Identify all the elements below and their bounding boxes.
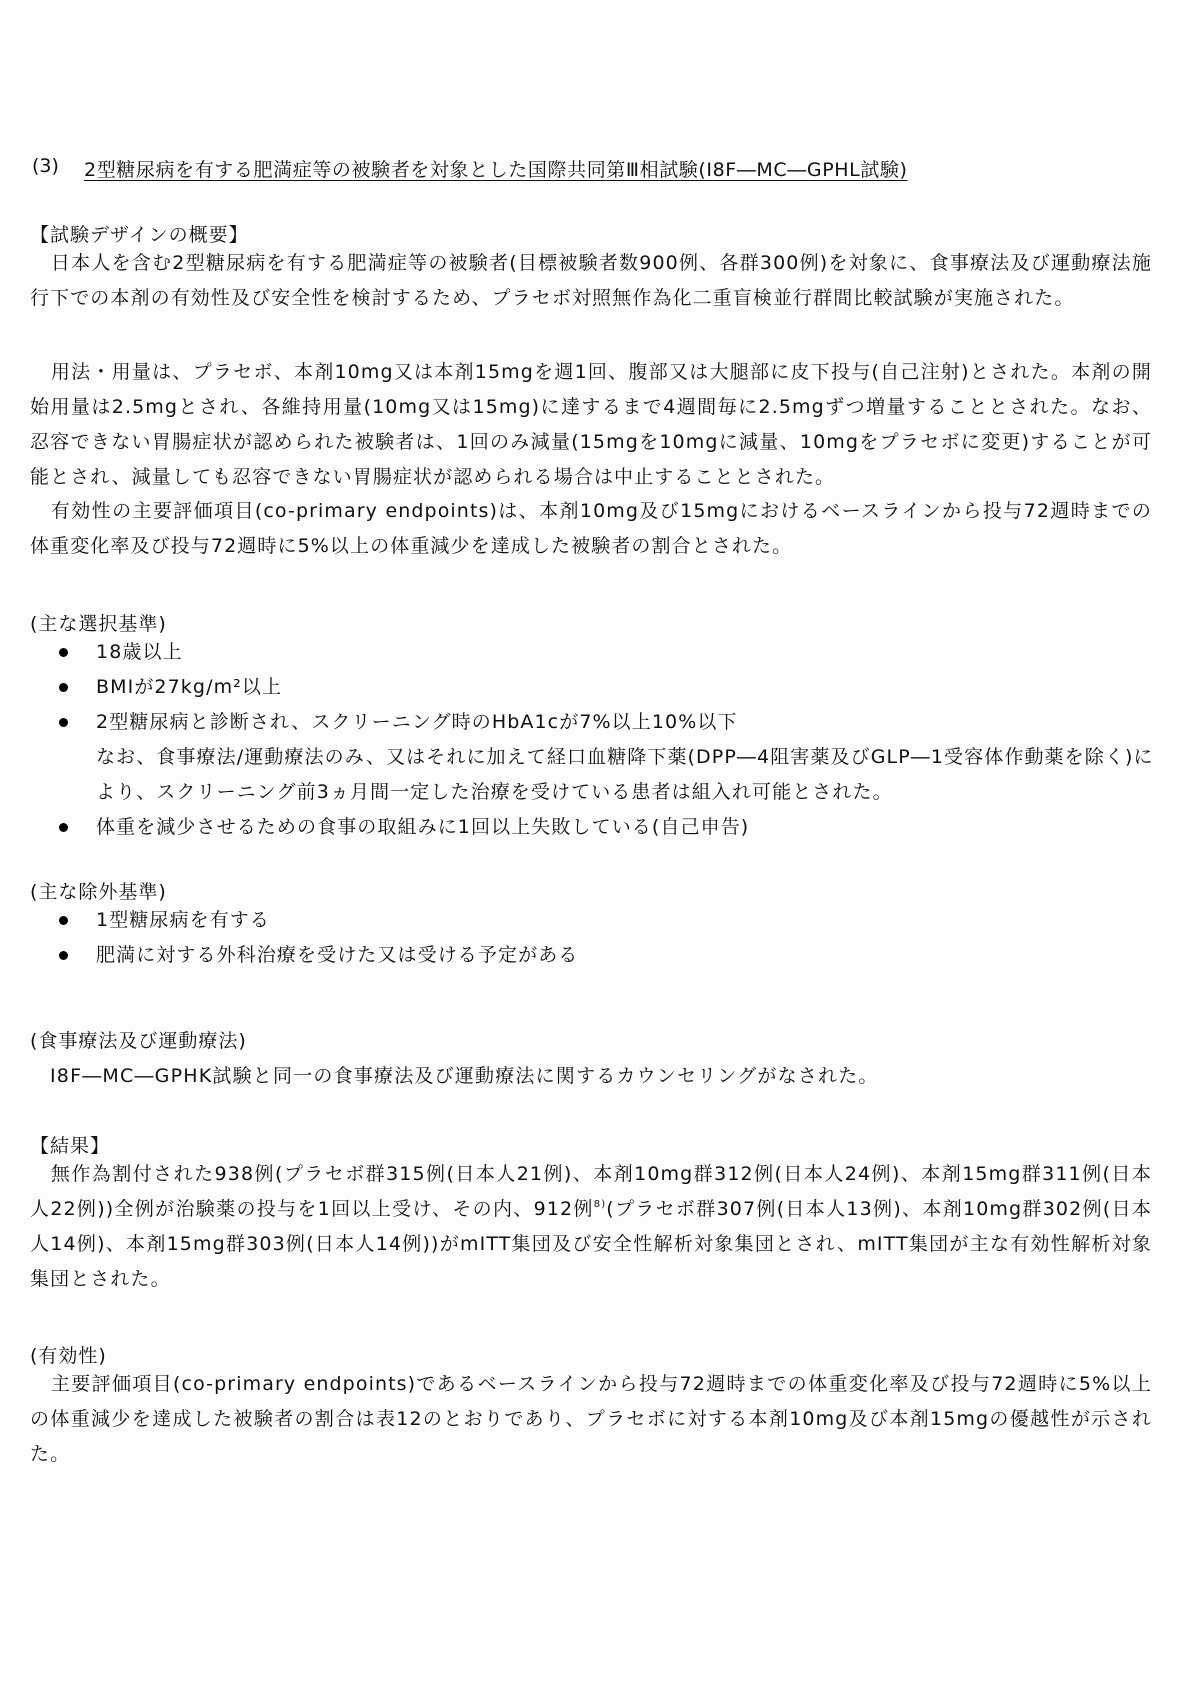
design-heading: 【試験デザインの概要】 <box>30 224 249 246</box>
section-title: 2型糖尿病を有する肥満症等の被験者を対象とした国際共同第Ⅲ相試験(I8F―MC―GPHL試験) <box>84 159 908 181</box>
inclusion-item-text: 体重を減少させるための食事の取組みに1回以上失敗している(自己申告) <box>96 816 750 838</box>
exclusion-item <box>55 903 1155 938</box>
inclusion-item-note: なお、食事療法/運動療法のみ、又はそれに加えて経口血糖降下薬(DPP―4阻害薬及びGLP―1受容体作動薬を除く)により、スクリーニング前3ヵ月間一定した治療を受けている患者は組入れ可能とされた。 <box>96 746 1154 803</box>
exclusion-list <box>55 903 1155 973</box>
inclusion-item-text: 2型糖尿病と診断され、スクリーニング時のHbA1cが7%以上10%以下 <box>96 711 738 733</box>
inclusion-item <box>55 670 1155 705</box>
inclusion-heading: (主な選択基準) <box>30 613 167 635</box>
inclusion-item <box>55 635 1155 670</box>
efficacy-heading: (有効性) <box>30 1345 107 1367</box>
bullet-icon <box>59 916 68 925</box>
bullet-icon <box>59 951 68 960</box>
exclusion-item-text: 1型糖尿病を有する <box>96 909 270 931</box>
inclusion-item <box>55 810 1155 845</box>
bullet-icon <box>59 648 68 657</box>
results-text-part2: (プラセボ群307例(日本人13例)、本剤10mg群302例(日本人14例)、本剤15mg群303例(日本人14例))がmITT集団及び安全性解析対象集団とされ、mITT集団が主な有効性解析対象集団とされた。 <box>30 1198 1152 1290</box>
efficacy-paragraph: 主要評価項目(co-primary endpoints)であるベースラインから投与72週時までの体重変化率及び投与72週時に5%以上の体重減少を達成した被験者の割合は表12のとおりであり、プラセボに対する本剤10mg及び本剤15mgの優越性が示された。 <box>30 1373 1152 1465</box>
results-heading: 【結果】 <box>30 1135 111 1157</box>
inclusion-item-text: 18歳以上 <box>96 641 183 663</box>
bullet-icon <box>59 683 68 692</box>
exclusion-item <box>55 938 1155 973</box>
exclusion-heading: (主な除外基準) <box>30 881 167 903</box>
reference-marker: 8) <box>593 1199 607 1210</box>
diet-text: I8F―MC―GPHK試験と同一の食事療法及び運動療法に関するカウンセリングがなされた。 <box>50 1065 879 1087</box>
bullet-icon <box>59 718 68 727</box>
inclusion-item-text: BMIが27kg/m²以上 <box>96 676 283 698</box>
design-paragraph: 日本人を含む2型糖尿病を有する肥満症等の被験者(目標被験者数900例、各群300例)を対象に、食事療法及び運動療法施行下での本剤の有効性及び安全性を検討するため、プラセボ対照無作為化二重盲検並行群間比較試験が実施された。 <box>30 252 1152 309</box>
results-text-part1: 無作為割付された938例(プラセボ群315例(日本人21例)、本剤10mg群312例(日本人24例)、本剤15mg群311例(日本人22例))全例が治験薬の投与を1回以上受け、その内、912例 <box>30 1163 1152 1220</box>
diet-heading: (食事療法及び運動療法) <box>30 1030 247 1052</box>
dosage-paragraph: 用法・用量は、プラセボ、本剤10mg又は本剤15mgを週1回、腹部又は大腿部に皮下投与(自己注射)とされた。本剤の開始用量は2.5mgとされ、各維持用量(10mg又は15mg)に達するまで4週間毎に2.5mgずつ増量することとされた。なお、忍容できない胃腸症状が認められた被験者は、1回のみ減量(15mgを10mgに減量、10mgをプラセボに変更)することが可能とされ、減量しても忍容できない胃腸症状が認められる場合は中止することとされた。 <box>30 361 1152 488</box>
inclusion-list <box>55 635 1155 845</box>
bullet-icon <box>59 823 68 832</box>
results-paragraph <box>30 1157 1152 1297</box>
exclusion-item-text: 肥満に対する外科治療を受けた又は受ける予定がある <box>96 944 579 966</box>
section-number: (3) <box>32 155 59 177</box>
inclusion-item <box>55 705 1155 810</box>
endpoints-paragraph: 有効性の主要評価項目(co-primary endpoints)は、本剤10mg及び15mgにおけるベースラインから投与72週時までの体重変化率及び投与72週時に5%以上の体重減少を達成した被験者の割合とされた。 <box>30 500 1152 557</box>
